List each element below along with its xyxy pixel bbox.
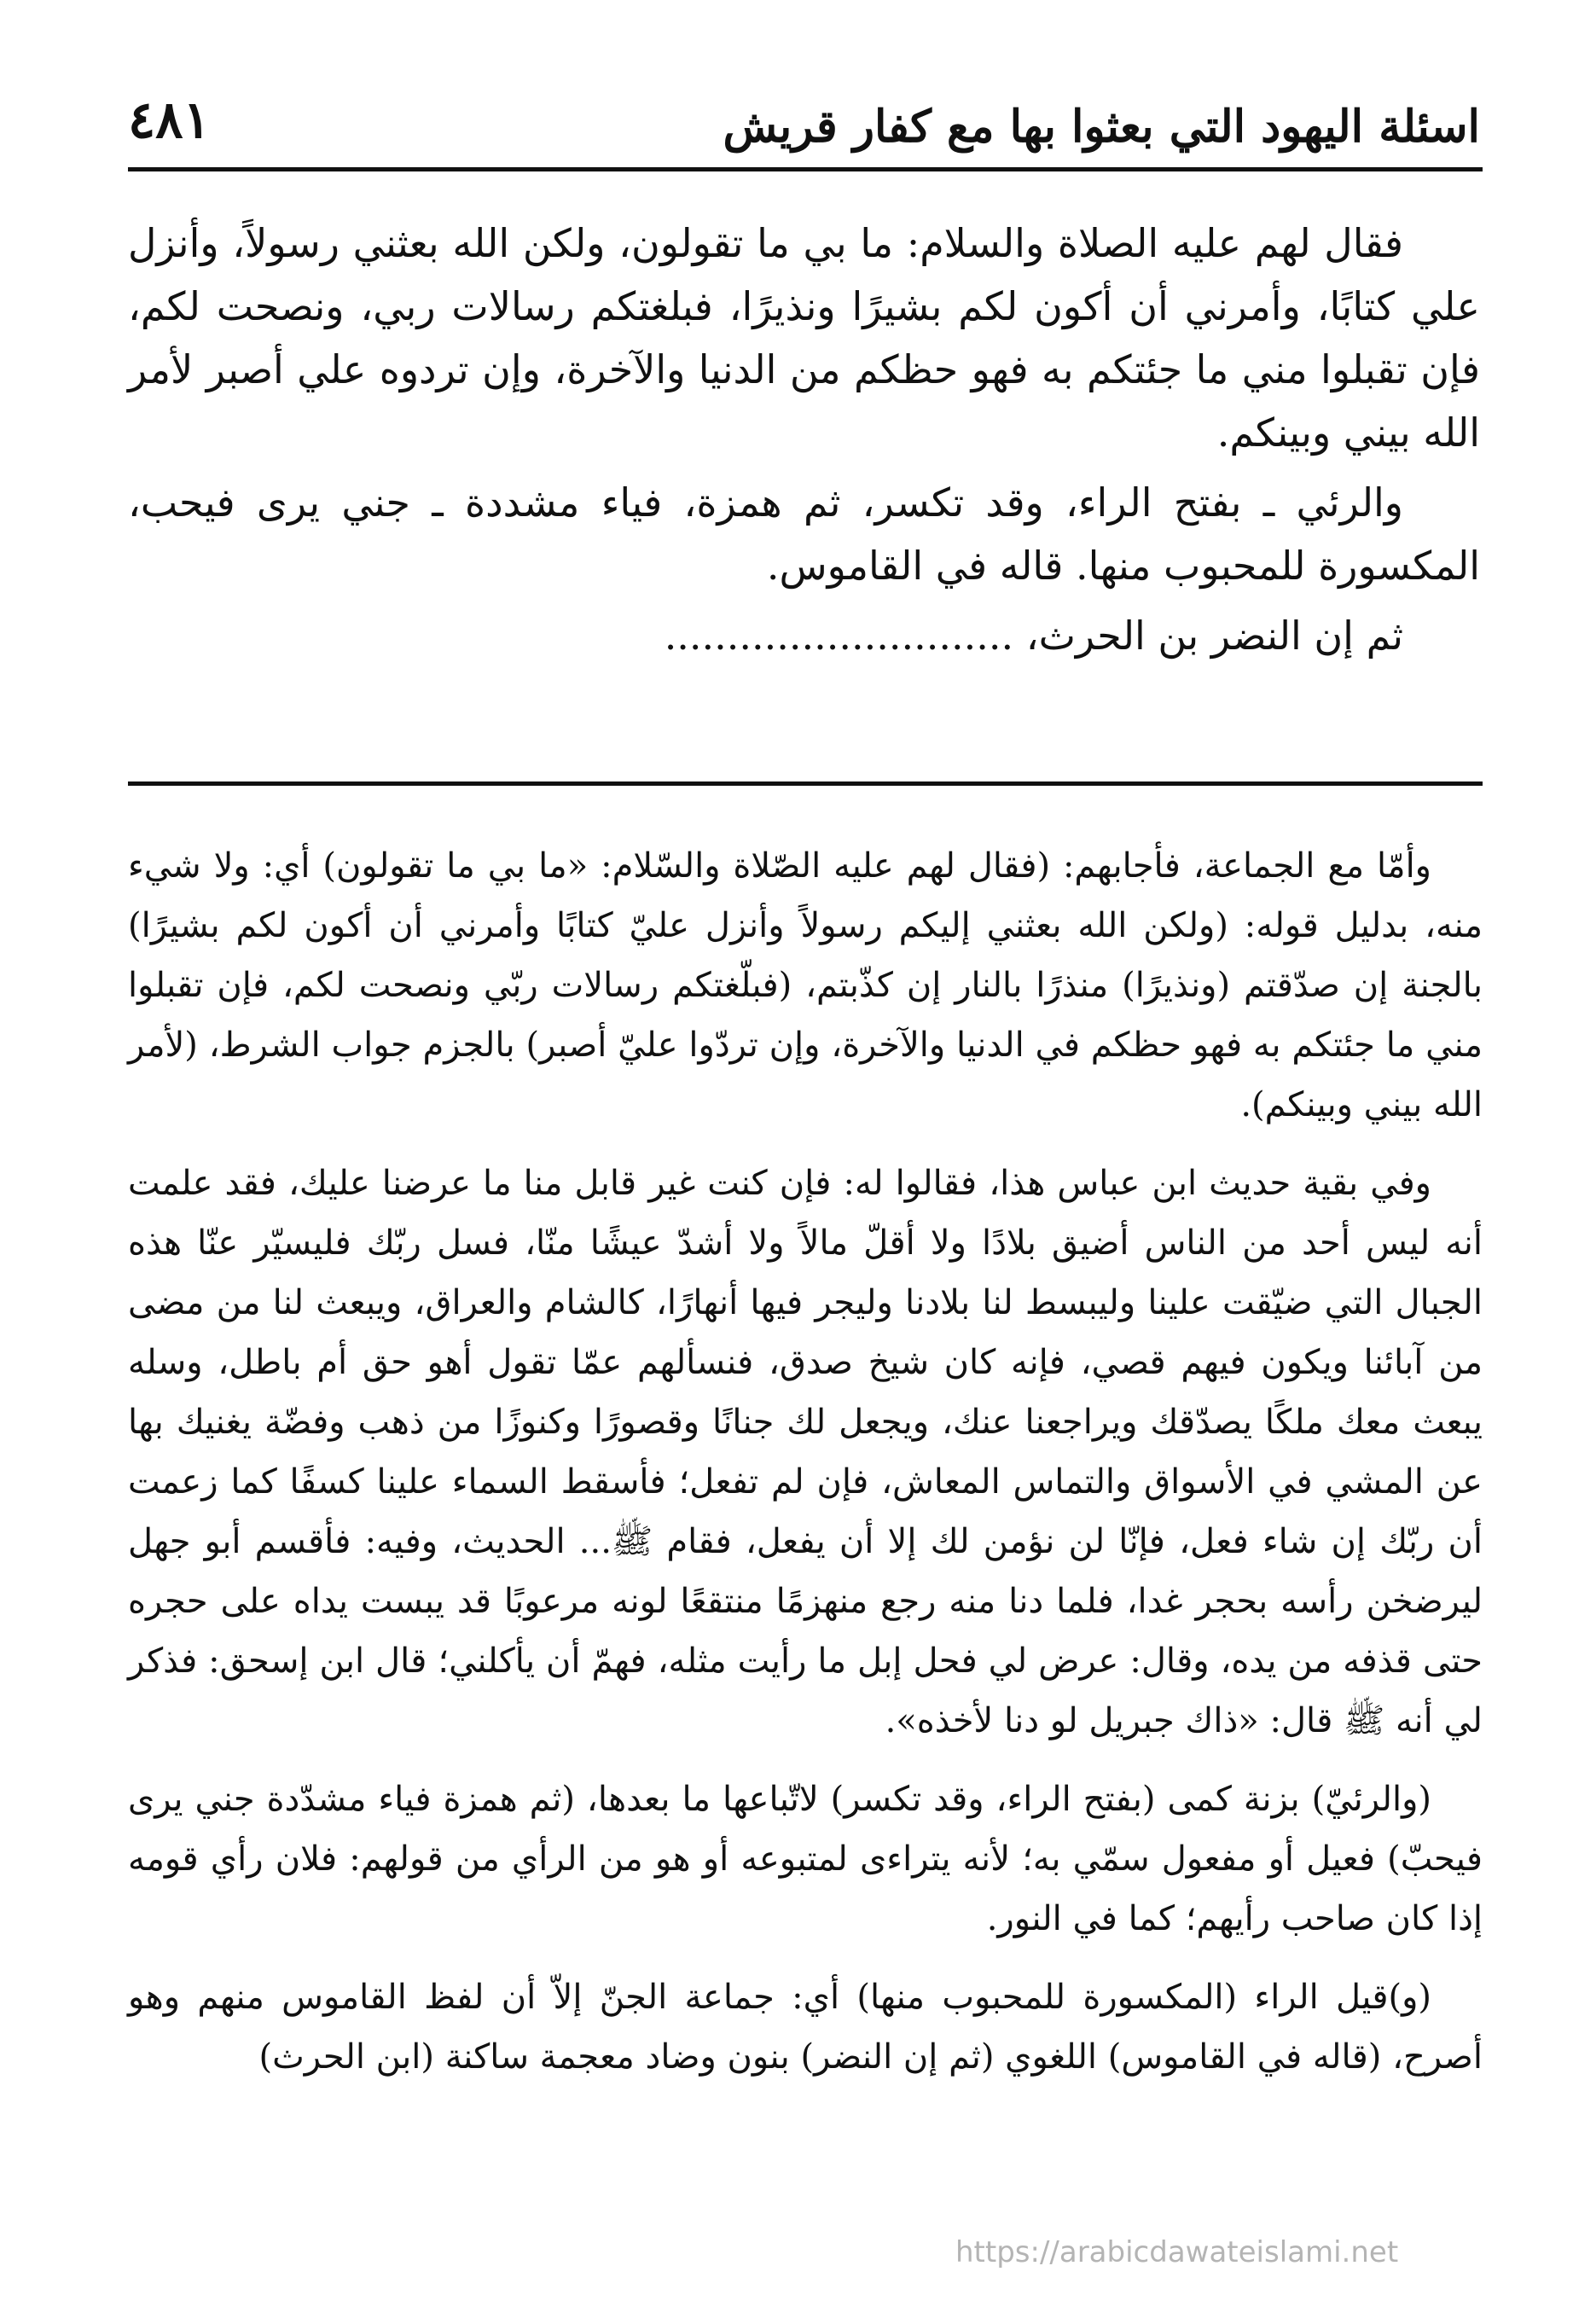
page-header — [128, 85, 1480, 162]
commentary-paragraph: وفي بقية حديث ابن عباس هذا، فقالوا له: فإن كنت غير قابل منا ما عرضنا عليك، فقد علمت أنه ليس أحد من الناس أضيق بلادًا ولا أقلّ مالاً ولا أشدّ عيشًا منّا، فسل ربّك فليسيّر عنّا هذه الجبال التي ضيّقت علينا وليبسط لنا بلادنا وليجر فيها أنهارًا، كالشام والعراق، ويبعث لنا من مضى من آبائنا ويكون فيهم قصي، فإنه كان شيخ صدق، فنسألهم عمّا تقول أهو حق أم باطل، وسله يبعث معك ملكًا يصدّقك ويراجعنا عنك، ويجعل لك جنانًا وقصورًا وكنوزًا من ذهب وفضّة يغنيك بها عن المشي في الأسواق والتماس المعاش، فإن لم تفعل؛ فأسقط السماء علينا كسفًا كما زعمت أن ربّك إن شاء فعل، فإنّا لن نؤمن لك إلا أن يفعل، فقام ﷺ... الحديث، وفيه: فأقسم أبو جهل ليرضخن رأسه بحجر غدا، فلما دنا منه رجع منهزمًا منتقعًا لونه مرعوبًا قد يبست يداه على حجره حتى قذفه من يده، وقال: عرض لي فحل إبل ما رأيت مثله، فهمّ أن يأكلني؛ قال ابن إسحق: فذكر لي أنه ﷺ قال: «ذاك جبريل لو دنا لأخذه». — [128, 1164, 1483, 1740]
commentary-paragraph: وأمّا مع الجماعة، فأجابهم: (فقال لهم عليه الصّلاة والسّلام: «ما بي ما تقولون) أي: ولا شيء منه، بدليل قوله: (ولكن الله بعثني إليكم رسولاً وأنزل عليّ كتابًا وأمرني أن أكون لكم بشيرًا) بالجنة إن صدّقتم (ونذيرًا) منذرًا بالنار إن كذّبتم، (فبلّغتكم رسالات ربّي ونصحت لكم، فإن تقبلوا مني ما جئتكم به فهو حظكم في الدنيا والآخرة، وإن تردّوا عليّ أصبر) بالجزم جواب الشرط، (لأمر الله بيني وبينكم). — [128, 846, 1483, 1124]
main-text-continuation — [128, 604, 1480, 667]
page-number: ٤٨١ — [128, 90, 211, 150]
running-title: اسئلة اليهود التي بعثوا بها مع كفار قريش — [723, 101, 1480, 153]
commentary-paragraph: (والرئيّ) بزنة كمى (بفتح الراء، وقد تكسر) لاتّباعها ما بعدها، (ثم همزة فياء مشدّدة جني يرى فيحبّ) فعيل أو مفعول سمّي به؛ لأنه يتراءى لمتبوعه أو هو من الرأي من قولهم: فلان رأي قومه إذا كان صاحب رأيهم؛ كما في النور. — [128, 1780, 1483, 1938]
continuation-dots: ............................ — [664, 613, 1014, 659]
main-text-paragraph: فقال لهم عليه الصلاة والسلام: ما بي ما تقولون، ولكن الله بعثني رسولاً، وأنزل علي كتابًا، وأمرني أن أكون لكم بشيرًا ونذيرًا، فبلغتكم رسالات ربي، ونصحت لكم، فإن تقبلوا مني ما جئتكم به فهو حظكم من الدنيا والآخرة، وإن تردوه علي أصبر لأمر الله بيني وبينكم. — [128, 220, 1480, 456]
continuation-text: ثم إن النضر بن الحرث، — [1025, 613, 1403, 659]
source-watermark: https://arabicdawateislami.net — [955, 2235, 1399, 2269]
header-rule — [128, 167, 1483, 171]
commentary-text — [128, 836, 1483, 2106]
commentary-paragraph: (و)قيل الراء (المكسورة للمحبوب منها) أي: جماعة الجنّ إلاّ أن لفظ القاموس منهم وهو أصرح، (قاله في القاموس) اللغوي (ثم إن النضر) بنون وضاد معجمة ساكنة (ابن الحرث) — [128, 1978, 1483, 2077]
section-divider — [128, 781, 1483, 786]
main-text — [128, 212, 1480, 667]
main-text-paragraph: والرئي ـ بفتح الراء، وقد تكسر، ثم همزة، فياء مشددة ـ جني يرى فيحب، المكسورة للمحبوب منها. قاله في القاموس. — [128, 479, 1480, 589]
